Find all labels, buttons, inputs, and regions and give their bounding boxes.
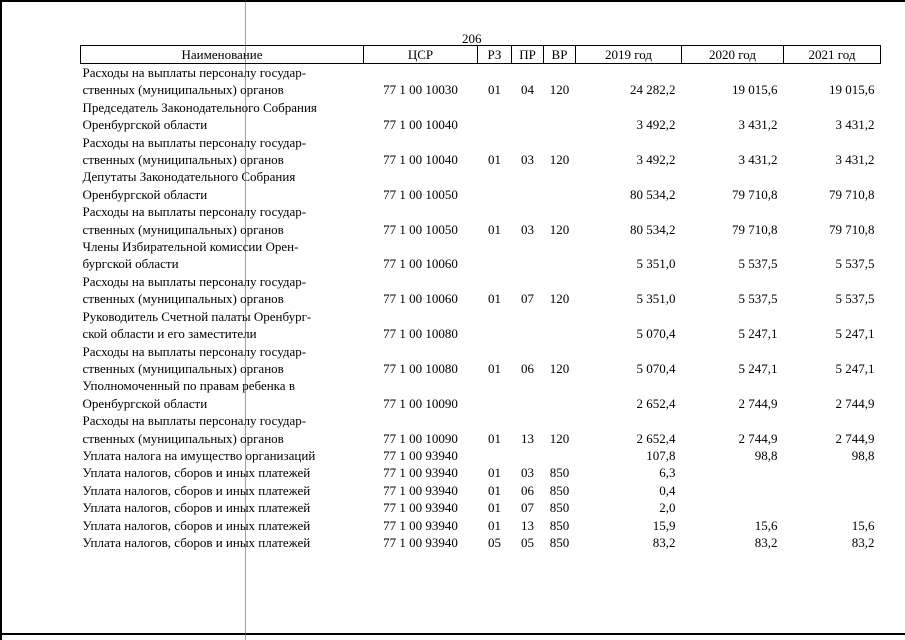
cell-2019: 107,8: [646, 447, 676, 463]
cell-rz: [478, 238, 512, 273]
cell-pr: [512, 377, 544, 412]
header-vr: ВР: [544, 46, 576, 64]
cell-name-line: Уполномоченный по правам ребенка в: [82, 378, 295, 394]
cell-rz: 01: [488, 500, 501, 516]
cell-name-line: ственных (муниципальных) органов: [82, 291, 284, 307]
cell-2021: 19 015,6: [829, 82, 875, 98]
cell-rz: 05: [488, 534, 501, 550]
cell-rz: 01: [488, 517, 501, 533]
cell-name-line: Расходы на выплаты персоналу государ-: [82, 204, 307, 220]
header-pr: ПР: [512, 46, 544, 64]
cell-pr: 07: [521, 500, 534, 516]
cell-2020: 2 744,9: [738, 395, 778, 411]
header-name: Наименование: [81, 46, 364, 64]
page-number: 206: [462, 31, 482, 46]
cell-rz: [478, 377, 512, 412]
cell-2021: 15,6: [851, 517, 875, 533]
cell-vr: [544, 238, 576, 273]
cell-name-line: Члены Избирательной комиссии Орен-: [82, 239, 299, 255]
cell-2019: 83,2: [652, 534, 676, 550]
cell-2020: 5 537,5: [738, 291, 778, 307]
cell-2019: 5 351,0: [636, 256, 676, 272]
cell-name-line: Уплата налогов, сборов и иных платежей: [82, 500, 311, 516]
cell-name-line: Руководитель Счетной палаты Оренбург-: [82, 308, 312, 324]
cell-2020: 5 247,1: [738, 326, 778, 342]
cell-2019: 3 492,2: [636, 117, 676, 133]
cell-name-line: Уплата налогов, сборов и иных платежей: [82, 534, 311, 550]
header-rz: РЗ: [478, 46, 512, 64]
cell-vr: 120: [549, 430, 570, 446]
cell-vr: 120: [549, 360, 570, 376]
cell-2020: 5 537,5: [738, 256, 778, 272]
cell-2019: 6,3: [659, 465, 676, 481]
cell-pr: 13: [521, 430, 534, 446]
table-row: [81, 343, 881, 378]
cell-pr: [512, 238, 544, 273]
cell-name-line: Расходы на выплаты персоналу государ-: [82, 413, 307, 429]
cell-rz: [478, 99, 512, 134]
table-row: [81, 99, 881, 134]
cell-pr: 03: [521, 221, 534, 237]
cell-2021: 83,2: [851, 534, 875, 550]
table-row: [81, 64, 881, 99]
cell-rz: 01: [488, 82, 501, 98]
cell-name-line: Председатель Законодательного Собрания: [82, 99, 317, 115]
cell-csr: 77 1 00 10040: [383, 152, 458, 168]
cell-2021: 5 537,5: [835, 291, 875, 307]
cell-vr: [544, 99, 576, 134]
cell-rz: [478, 447, 512, 464]
page-border-bottom: [0, 633, 905, 635]
table-row: [81, 447, 881, 464]
cell-name: [81, 99, 364, 134]
cell-2021: [784, 499, 881, 516]
table-row: [81, 534, 881, 551]
cell-pr: 03: [521, 152, 534, 168]
cell-pr: [512, 99, 544, 134]
cell-2020: 3 431,2: [738, 152, 778, 168]
cell-name: [81, 168, 364, 203]
cell-pr: 06: [521, 482, 534, 498]
cell-2020: [682, 499, 784, 516]
cell-csr: 77 1 00 10050: [383, 221, 458, 237]
cell-name: [81, 134, 364, 169]
cell-rz: 01: [488, 482, 501, 498]
table-row: [81, 238, 881, 273]
cell-vr: 120: [549, 291, 570, 307]
cell-name: [81, 447, 364, 464]
cell-2021: 2 744,9: [835, 430, 875, 446]
cell-rz: 01: [488, 221, 501, 237]
cell-pr: 03: [521, 465, 534, 481]
cell-name: [81, 273, 364, 308]
cell-name-line: Оренбургской области: [82, 395, 208, 411]
cell-vr: 850: [549, 500, 570, 516]
cell-pr: [512, 308, 544, 343]
cell-csr: 77 1 00 10050: [383, 186, 458, 202]
cell-csr: 77 1 00 93940: [383, 447, 458, 463]
cell-name-line: Расходы на выплаты персоналу государ-: [82, 343, 307, 359]
cell-name: [81, 517, 364, 534]
cell-2019: 2,0: [659, 500, 676, 516]
cell-csr: 77 1 00 10090: [383, 395, 458, 411]
cell-2019: 2 652,4: [636, 430, 676, 446]
cell-vr: 120: [549, 82, 570, 98]
page-border-top: [0, 0, 905, 2]
cell-name: [81, 64, 364, 99]
cell-rz: [478, 168, 512, 203]
cell-vr: 120: [549, 221, 570, 237]
cell-name-line: Расходы на выплаты персоналу государ-: [82, 65, 307, 80]
cell-2021: 5 247,1: [835, 326, 875, 342]
page-border-left: [0, 0, 2, 640]
cell-csr: 77 1 00 10040: [383, 117, 458, 133]
table-row: [81, 134, 881, 169]
cell-2020: 5 247,1: [738, 360, 778, 376]
cell-name: [81, 343, 364, 378]
cell-csr: 77 1 00 93940: [383, 482, 458, 498]
cell-2021: 5 247,1: [835, 360, 875, 376]
table-row: [81, 482, 881, 499]
cell-name-line: Уплата налогов, сборов и иных платежей: [82, 482, 311, 498]
cell-2019: 2 652,4: [636, 395, 676, 411]
cell-rz: 01: [488, 152, 501, 168]
cell-name-line: ственных (муниципальных) органов: [82, 221, 284, 237]
cell-csr: 77 1 00 10090: [383, 430, 458, 446]
cell-2019: 15,9: [652, 517, 676, 533]
cell-name: [81, 534, 364, 551]
header-2019: 2019 год: [576, 46, 682, 64]
cell-2020: 3 431,2: [738, 117, 778, 133]
table-header-row: [81, 46, 881, 64]
cell-csr: 77 1 00 93940: [383, 500, 458, 516]
cell-vr: 850: [549, 517, 570, 533]
cell-2021: 79 710,8: [829, 186, 875, 202]
cell-name: [81, 377, 364, 412]
cell-name-line: Расходы на выплаты персоналу государ-: [82, 273, 307, 289]
cell-2021: [784, 482, 881, 499]
cell-2019: 80 534,2: [630, 186, 676, 202]
table-row: [81, 203, 881, 238]
cell-2021: 79 710,8: [829, 221, 875, 237]
cell-pr: [512, 168, 544, 203]
cell-pr: 13: [521, 517, 534, 533]
cell-name-line: ственных (муниципальных) органов: [82, 430, 284, 446]
cell-name-line: ской области и его заместители: [82, 326, 257, 342]
cell-csr: 77 1 00 10060: [383, 256, 458, 272]
cell-pr: 05: [521, 534, 534, 550]
cell-rz: 01: [488, 360, 501, 376]
cell-rz: 01: [488, 291, 501, 307]
cell-rz: 01: [488, 430, 501, 446]
cell-csr: 77 1 00 93940: [383, 534, 458, 550]
cell-vr: 120: [549, 152, 570, 168]
cell-2021: 2 744,9: [835, 395, 875, 411]
cell-2020: 98,8: [754, 447, 778, 463]
cell-vr: [544, 168, 576, 203]
cell-2019: 0,4: [659, 482, 676, 498]
cell-name: [81, 308, 364, 343]
table-row: [81, 412, 881, 447]
cell-vr: 850: [549, 534, 570, 550]
cell-csr: 77 1 00 10060: [383, 291, 458, 307]
cell-2020: 79 710,8: [732, 186, 778, 202]
cell-2019: 24 282,2: [630, 82, 676, 98]
cell-pr: 04: [521, 82, 534, 98]
budget-table: [80, 45, 881, 551]
header-2020: 2020 год: [682, 46, 784, 64]
cell-vr: [544, 308, 576, 343]
cell-2019: 3 492,2: [636, 152, 676, 168]
cell-rz: [478, 308, 512, 343]
cell-csr: 77 1 00 10080: [383, 360, 458, 376]
cell-2019: 5 070,4: [636, 360, 676, 376]
table-row: [81, 517, 881, 534]
cell-2021: 5 537,5: [835, 256, 875, 272]
cell-2020: [682, 464, 784, 481]
cell-2020: 2 744,9: [738, 430, 778, 446]
cell-name: [81, 412, 364, 447]
cell-name-line: ственных (муниципальных) органов: [82, 360, 284, 376]
cell-name: [81, 238, 364, 273]
table-row: [81, 168, 881, 203]
cell-csr: 77 1 00 93940: [383, 465, 458, 481]
cell-name-line: бургской области: [82, 256, 179, 272]
table-row: [81, 499, 881, 516]
cell-pr: 06: [521, 360, 534, 376]
cell-name-line: Расходы на выплаты персоналу государ-: [82, 134, 307, 150]
cell-2021: 3 431,2: [835, 152, 875, 168]
table-row: [81, 464, 881, 481]
cell-csr: 77 1 00 10030: [383, 82, 458, 98]
cell-name-line: Оренбургской области: [82, 186, 208, 202]
cell-2020: 15,6: [754, 517, 778, 533]
cell-name-line: ственных (муниципальных) органов: [82, 152, 284, 168]
cell-2020: [682, 482, 784, 499]
cell-csr: 77 1 00 93940: [383, 517, 458, 533]
cell-2021: 98,8: [851, 447, 875, 463]
cell-name-line: Депутаты Законодательного Собрания: [82, 169, 296, 185]
table-row: [81, 308, 881, 343]
cell-2021: [784, 464, 881, 481]
cell-name: [81, 482, 364, 499]
cell-pr: [512, 447, 544, 464]
cell-pr: 07: [521, 291, 534, 307]
cell-csr: 77 1 00 10080: [383, 326, 458, 342]
cell-2020: 19 015,6: [732, 82, 778, 98]
cell-vr: [544, 377, 576, 412]
cell-2019: 5 070,4: [636, 326, 676, 342]
cell-rz: 01: [488, 465, 501, 481]
cell-name-line: ственных (муниципальных) органов: [82, 82, 284, 98]
cell-2019: 80 534,2: [630, 221, 676, 237]
cell-name: [81, 499, 364, 516]
cell-vr: [544, 447, 576, 464]
table-row: [81, 273, 881, 308]
cell-2021: 3 431,2: [835, 117, 875, 133]
cell-name-line: Оренбургской области: [82, 117, 208, 133]
header-2021: 2021 год: [784, 46, 881, 64]
cell-name-line: Уплата налогов, сборов и иных платежей: [82, 465, 311, 481]
cell-name-line: Уплата налога на имущество организаций: [82, 447, 316, 463]
cell-name-line: Уплата налогов, сборов и иных платежей: [82, 517, 311, 533]
cell-2020: 79 710,8: [732, 221, 778, 237]
cell-name: [81, 464, 364, 481]
header-csr: ЦСР: [364, 46, 478, 64]
cell-2020: 83,2: [754, 534, 778, 550]
table-row: [81, 377, 881, 412]
cell-2019: 5 351,0: [636, 291, 676, 307]
cell-vr: 850: [549, 482, 570, 498]
cell-name: [81, 203, 364, 238]
table-body: [81, 64, 881, 552]
cell-vr: 850: [549, 465, 570, 481]
